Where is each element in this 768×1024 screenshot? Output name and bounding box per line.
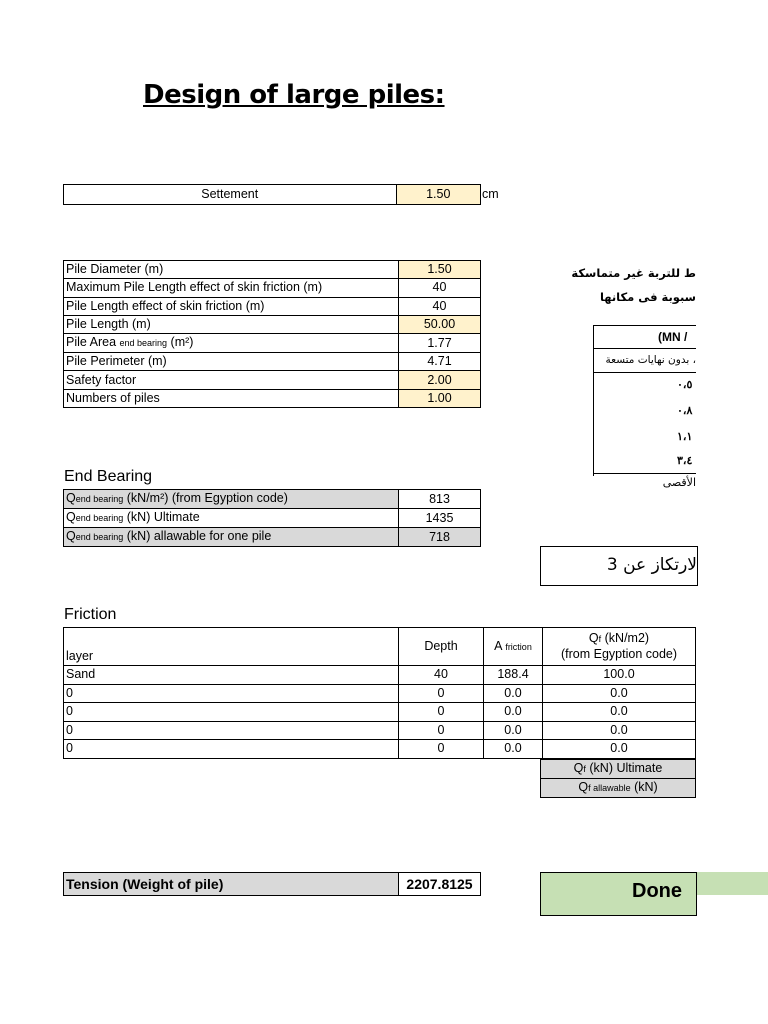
settlement-unit: cm <box>482 187 499 201</box>
end-bearing-unit-label <box>64 490 399 509</box>
arabic-value-2: ٠،٨ <box>677 405 693 417</box>
col-header-area <box>484 628 543 666</box>
end-bearing-ultimate-label <box>64 509 399 528</box>
area-header-main: A <box>494 638 502 653</box>
number-of-piles-label: Numbers of piles <box>64 389 399 407</box>
qf-header-line2: (from Egyption code) <box>560 647 678 661</box>
pile-length-input[interactable]: 50.00 <box>399 315 481 333</box>
friction-allowable-label <box>541 779 696 798</box>
pile-area-label-sub: end bearing <box>119 338 168 349</box>
pile-length-label: Pile Length (m) <box>64 315 399 333</box>
tension-label: Tension (Weight of pile) <box>64 873 399 896</box>
friction-heading: Friction <box>64 606 117 623</box>
arabic-value-3: ١،١ <box>677 431 693 443</box>
pile-area-value: 1.77 <box>399 334 481 353</box>
qf-header-sub: f <box>598 634 602 644</box>
qf-cell: 100.0 <box>543 666 696 685</box>
qf-sum-text: (kN) <box>630 780 658 794</box>
qf-header-q: Q <box>588 631 599 645</box>
safety-factor-label: Safety factor <box>64 371 399 389</box>
area-cell: 0.0 <box>484 740 543 759</box>
qf-sum-sub: f <box>583 764 586 774</box>
friction-table <box>63 627 696 759</box>
qf-cell: 0.0 <box>543 684 696 703</box>
pile-area-label-main: Pile Area <box>66 335 117 350</box>
pile-area-label-tail: (m²) <box>170 335 194 350</box>
q-symbol: Q <box>66 510 76 524</box>
depth-cell[interactable]: 0 <box>399 684 484 703</box>
table-row <box>64 684 696 703</box>
end-bearing-allowable-value: 718 <box>399 528 481 547</box>
effective-length-label: Pile Length effect of skin friction (m) <box>64 297 399 315</box>
arabic-value-1: ٠،٥ <box>677 379 693 391</box>
arabic-table-header: (MN / <box>658 330 688 344</box>
pile-perimeter-label: Pile Perimeter (m) <box>64 353 399 371</box>
q-sub: end bearing <box>75 494 124 504</box>
settlement-label: Settement <box>64 185 397 205</box>
arabic-table-sub: ، بدون نهايات متسعة <box>605 354 696 366</box>
qf-sum-q: Q <box>573 761 584 775</box>
q-text: (kN) Ultimate <box>126 510 200 524</box>
arabic-footer: الأقصى <box>662 476 696 489</box>
depth-cell[interactable]: 0 <box>399 721 484 740</box>
arabic-value-4: ٣،٤ <box>677 455 693 467</box>
max-pile-length-value: 40 <box>399 279 481 297</box>
q-sub: end bearing <box>75 532 124 542</box>
arabic-caption-line2: سبوبة فى مكانها <box>599 290 696 304</box>
tension-value: 2207.8125 <box>399 873 481 896</box>
area-cell: 0.0 <box>484 703 543 722</box>
pile-diameter-input[interactable]: 1.50 <box>399 261 481 279</box>
q-text: (kN) allawable for one pile <box>126 529 272 543</box>
qf-sum-text: (kN) Ultimate <box>585 761 663 775</box>
layer-cell[interactable]: 0 <box>64 740 399 759</box>
layer-cell[interactable]: Sand <box>64 666 399 685</box>
end-bearing-allowable-label <box>64 528 399 547</box>
settlement-table <box>63 184 481 205</box>
max-pile-length-label: Maximum Pile Length effect of skin friction (m) <box>64 279 399 297</box>
qf-header-rest: (kN/m2) <box>601 631 650 645</box>
table-row <box>64 703 696 722</box>
arabic-table <box>593 325 696 476</box>
done-button-extension <box>696 872 768 895</box>
q-symbol: Q <box>66 529 76 543</box>
end-bearing-table <box>63 489 481 547</box>
area-header-sub: friction <box>505 641 532 652</box>
qf-sum-sub: f allawable <box>588 783 631 793</box>
effective-length-value: 40 <box>399 297 481 315</box>
arabic-note-text: لارتكاز عن 3 <box>606 555 697 575</box>
depth-cell[interactable]: 0 <box>399 703 484 722</box>
qf-cell: 0.0 <box>543 740 696 759</box>
end-bearing-ultimate-value: 1435 <box>399 509 481 528</box>
settlement-input[interactable]: 1.50 <box>396 185 481 205</box>
layer-cell[interactable]: 0 <box>64 721 399 740</box>
col-header-depth: Depth <box>399 628 484 666</box>
number-of-piles-input[interactable]: 1.00 <box>399 389 481 407</box>
friction-ultimate-label <box>541 760 696 779</box>
depth-cell[interactable]: 0 <box>399 740 484 759</box>
q-symbol: Q <box>66 491 76 505</box>
qf-sum-q: Q <box>578 780 589 794</box>
area-cell: 0.0 <box>484 721 543 740</box>
pile-area-label <box>64 334 399 353</box>
qf-cell: 0.0 <box>543 721 696 740</box>
pile-properties-table <box>63 260 481 408</box>
col-header-qf <box>543 628 696 666</box>
depth-cell[interactable]: 40 <box>399 666 484 685</box>
area-cell: 0.0 <box>484 684 543 703</box>
layer-cell[interactable]: 0 <box>64 703 399 722</box>
end-bearing-unit-value: 813 <box>399 490 481 509</box>
q-sub: end bearing <box>75 513 124 523</box>
qf-cell: 0.0 <box>543 703 696 722</box>
layer-cell[interactable]: 0 <box>64 684 399 703</box>
table-row <box>64 740 696 759</box>
safety-factor-input[interactable]: 2.00 <box>399 371 481 389</box>
arabic-note-box <box>540 546 698 586</box>
end-bearing-heading: End Bearing <box>64 468 153 485</box>
page-title: Design of large piles: <box>143 80 445 110</box>
pile-perimeter-value: 4.71 <box>399 353 481 371</box>
egyptian-code-reference <box>560 260 696 500</box>
col-header-layer: layer <box>64 628 399 666</box>
area-cell: 188.4 <box>484 666 543 685</box>
done-button-label: Done <box>632 880 682 902</box>
q-text: (kN/m²) (from Egyption code) <box>126 491 288 505</box>
friction-summary-table <box>540 759 696 798</box>
arabic-caption-line1: ط للتربة غير متماسكة <box>571 266 696 280</box>
table-row <box>64 721 696 740</box>
tension-table <box>63 872 481 896</box>
pile-diameter-label: Pile Diameter (m) <box>64 261 399 279</box>
done-button[interactable] <box>540 872 697 916</box>
table-row <box>64 666 696 685</box>
